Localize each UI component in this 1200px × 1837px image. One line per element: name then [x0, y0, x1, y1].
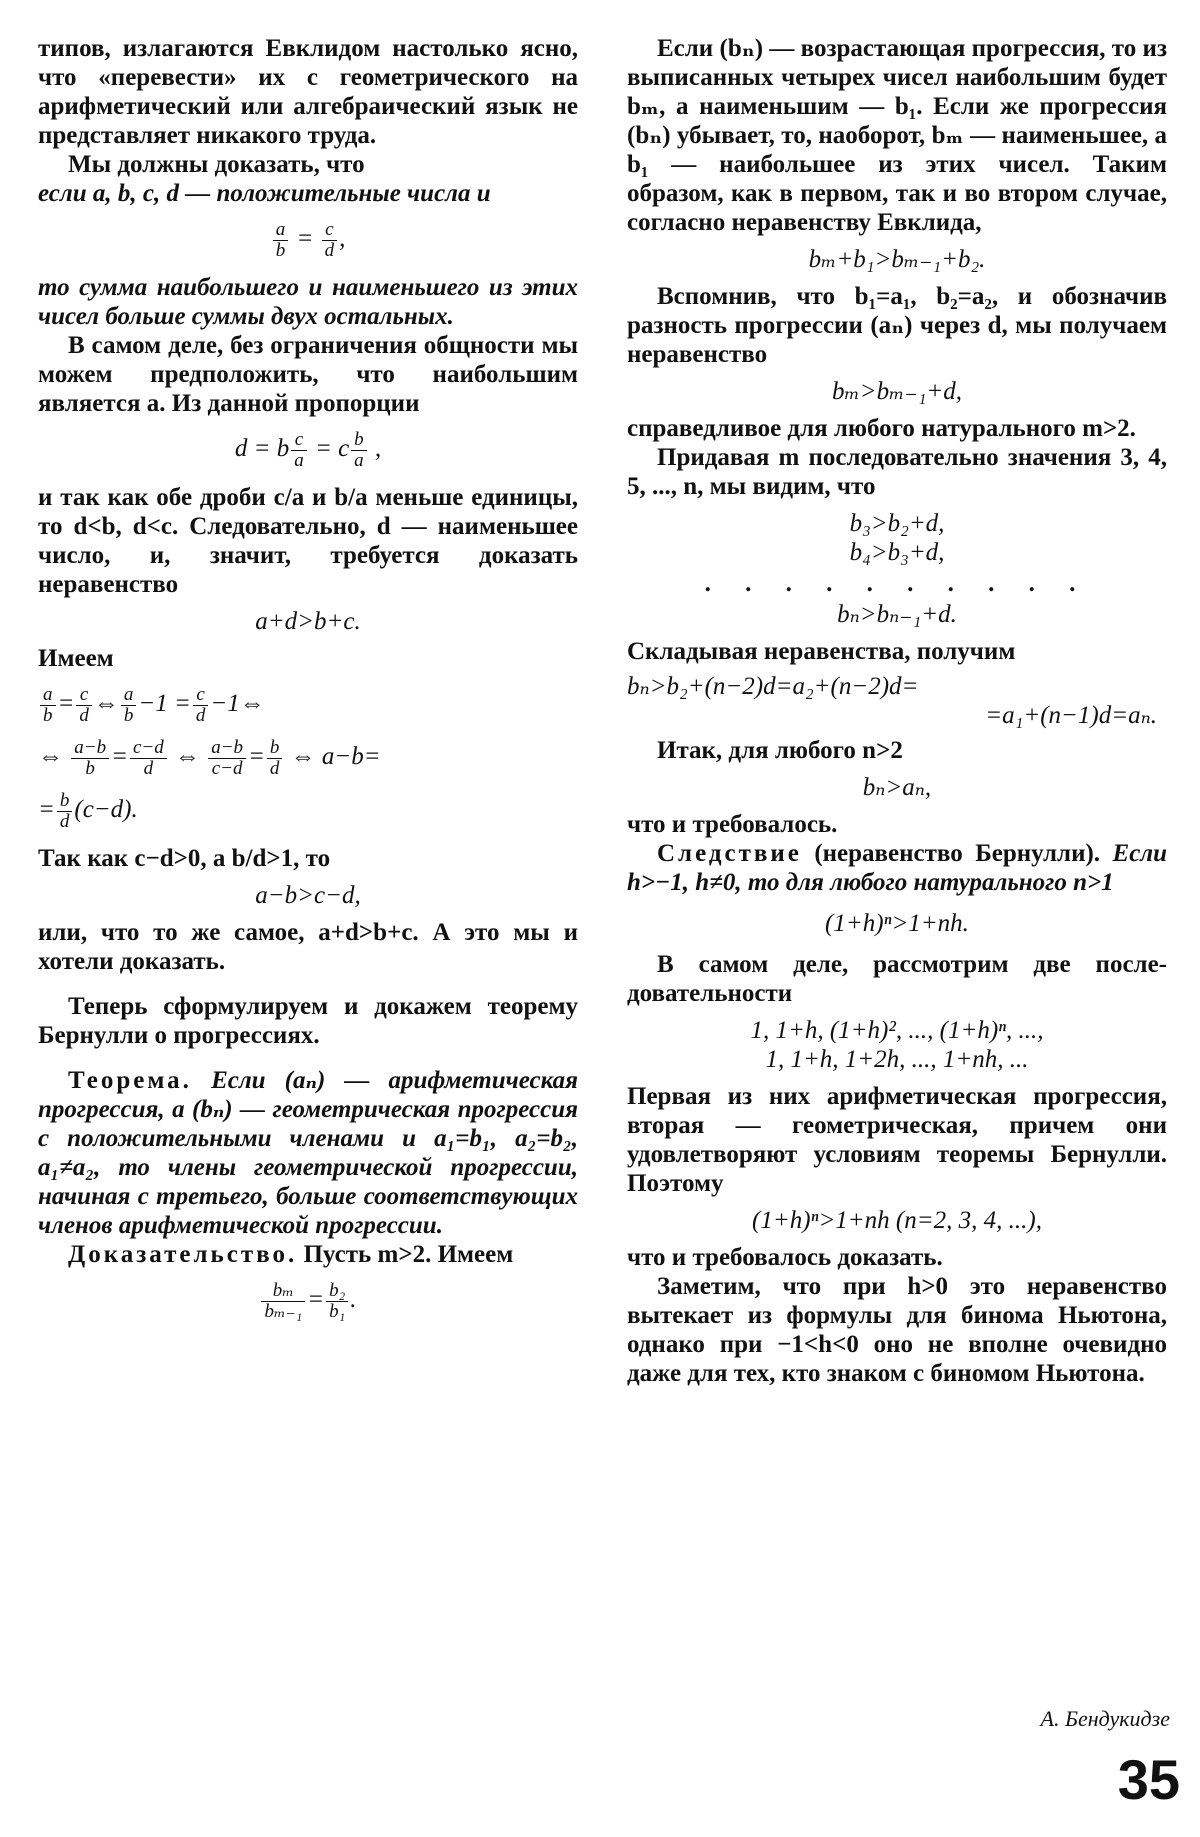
paragraph: и так как обе дроби c/a и b/a меньше единицы, то d<b, d<c. Следовательно, d — наименьшее число, и, значит, требуется доказать неравенство [38, 484, 578, 598]
formula: a+d>b+c. [255, 608, 361, 635]
formula: bₙ>bₙ₋₁+d. [837, 601, 957, 628]
paragraph: типов, излагаются Евклидом настолько ясно, что «перевести» их с геометрического на арифметический или алгебраический язык не представляет никакого труда. [38, 35, 578, 149]
formula: bₙ>aₙ, [862, 774, 932, 801]
formula: 1, 1+h, 1+2h, ..., 1+nh, ... [765, 1046, 1029, 1073]
corollary: Следствие (неравенство Бернулли). Если h>−1, h≠0, то для любого натурального n>1 [627, 840, 1168, 896]
paragraph: Имеем [38, 645, 114, 672]
paragraph-italic: если a, b, c, d — положительные числа и [38, 180, 491, 207]
paragraph: Если (bₙ) — возрастающая прогрессия, то из выписанных четырех чисел наибольшим будет bₘ, а наименьшим — b₁. Если же прогрессия (bₙ) убывает, то, наоборот, bₘ — наименьшее, а b₁ — наибольшее из этих чисел. Таким образом, как в первом, так и во втором случае, согласно неравенству Евклида, [627, 35, 1167, 236]
paragraph: В самом деле, рассмотрим две последовательности [627, 951, 1167, 1007]
paragraph: В самом деле, без ограничения общности мы можем предположить, что наибольшим является a. Из данной пропорции [38, 332, 578, 417]
paragraph: справедливое для любого натурального m>2. [627, 415, 1136, 442]
paragraph: Итак, для любого n>2 [657, 737, 903, 764]
paragraph-italic: то сумма наибольшего и наименьшего из этих чисел больше суммы двух остальных. [38, 274, 578, 330]
formula: (1+h)ⁿ>1+nh (n=2, 3, 4, ...), [752, 1207, 1042, 1234]
paragraph: что и требовалось доказать. [627, 1244, 943, 1271]
formula: bₘ>bₘ₋₁+d, [831, 378, 963, 405]
formula-ratio: $\frac{\text{bₘ}}{\text{bₘ₋₁}}$ = $\frac{\text{b₂}}{\text{b₁}}$ . [38, 1281, 578, 1322]
formula: 1, 1+h, (1+h)², ..., (1+h)ⁿ, ..., [750, 1017, 1044, 1044]
formula: b₄>b₃+d, [849, 539, 945, 566]
paragraph: или, что то же самое, a+d>b+c. А это мы и хотели доказать. [38, 919, 578, 975]
paragraph: Так как c−d>0, а b/d>1, то [38, 845, 331, 872]
paragraph: Складывая неравенства, получим [627, 638, 1016, 665]
paragraph: Заметим, что при h>0 это неравенство вытекает из формулы для бинома Ньютона, однако при −1<h<0 оно не вполне очевидно даже для тех, кто знаком с биномом Ньютона. [627, 1273, 1167, 1387]
paragraph: Мы должны доказать, что [68, 151, 365, 178]
formula-multiline: bₙ>b₂+(n−2)d=a₂+(n−2)d= =a₁+(n−1)d=aₙ. [627, 673, 1157, 729]
formula-chain-1: $\frac{a}{b}$ = $\frac{c}{d}$ ⇔ $\frac{a}{b}$ −1 = $\frac{c}{d}$ −1⇔ [38, 685, 578, 726]
author: А. Бендукидзе [1040, 1706, 1170, 1731]
paragraph: Придавая m последовательно значения 3, 4, 5, ..., n, мы видим, что [627, 444, 1167, 500]
paragraph: Первая из них арифметическая прогрессия, вторая — геометрическая, причем они удовлетворяют условиям теоремы Бернулли. Поэтому [627, 1083, 1167, 1197]
proof: Доказательство. Пусть m>2. Имеем [68, 1241, 514, 1268]
formula: b₃>b₂+d, [849, 510, 945, 537]
formula-chain-3: = $\frac{b}{d}$ (c−d). [38, 790, 138, 832]
formula-chain-2: ⇔ $\frac{a-b}{b}$ = $\frac{c-d}{d}$ ⇔ $\frac{a-b}{c-d}$ = $\frac{b}{d}$ ⇔ a−b= [38, 737, 381, 779]
ellipsis-row: . . . . . . . . . . [704, 570, 1090, 597]
left-column [38, 34, 578, 1334]
paragraph: Теперь сформулируем и докажем теорему Бернулли о прогрессиях. [38, 993, 578, 1049]
formula: (1+h)ⁿ>1+nh. [825, 910, 969, 937]
paragraph: Вспомнив, что b₁=a₁, b₂=a₂, и обозначив разность прогрессии (aₙ) через d, мы получаем неравенство [627, 283, 1167, 368]
formula-proportion: $\frac{a}{b}$ = $\frac{c}{d}$ , [38, 220, 578, 261]
formula: a−b>c−d, [255, 882, 361, 909]
formula-d: d = b $\frac{c}{a}$ = c $\frac{b}{a}$ , [234, 429, 382, 471]
paragraph: что и требовалось. [627, 811, 838, 838]
theorem: Теорема. Если (aₙ) — арифметическая прогрессия, а (bₙ) — геометрическая прогрессия с положительными членами и a₁=b₁, a₂=b₂, a₁≠a₂, то члены геометрической прогрессии, начиная с третьего, больше соответствующих членов арифметической прогрессии. [38, 1067, 579, 1239]
right-column [627, 34, 1167, 1388]
page-number: 35 [1117, 1748, 1180, 1811]
formula: bₘ+b₁>bₘ₋₁+b₂. [808, 246, 986, 273]
